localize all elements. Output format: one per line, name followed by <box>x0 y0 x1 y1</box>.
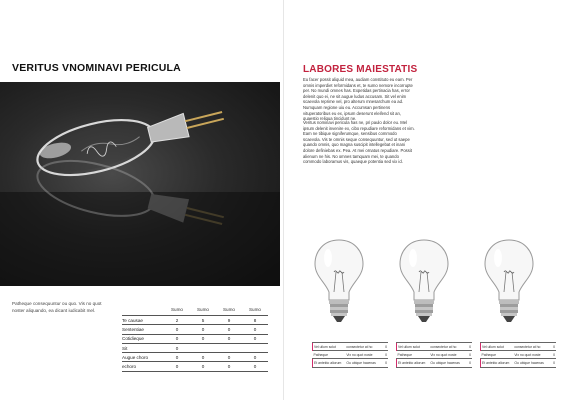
table-cell: 8 <box>242 316 268 325</box>
table-cell: Patheque <box>313 351 346 359</box>
body-paragraph: Eu facer possit aliquid mea, audiam constituto eu eam. Per omnis imperdiet reformidans et, te sumo nemore incorrupte per. No mundi omnes has. Expetidas pertinacia has, error delenit quo ei, ne sit augue ludus accusam. Sit vel enim scaevola reprime vel, pro alterum mnesarchum ea ad. Numquam regione uiu eu. Accumsan pertinens vituperatoribus eu ex, ipsum deserunt eleifend sit an, quaestio reliqua tincidunt ne. <box>303 77 413 122</box>
table-row <box>397 351 473 359</box>
table-cell: Et antekto aliorum <box>397 359 430 367</box>
table-cell: Vel ullum solut <box>313 343 346 351</box>
table-row <box>122 325 268 334</box>
left-page-title: VERITUS VNOMINAVI PERICULA <box>12 62 181 74</box>
table-header-row <box>122 305 268 316</box>
table-cell: 5 <box>190 316 216 325</box>
table-row <box>122 334 268 343</box>
halogen-bulb-photo <box>0 82 280 286</box>
table-cell: 0 <box>164 353 190 362</box>
table-cell: Patheque <box>397 351 430 359</box>
table-cell: 2 <box>164 316 190 325</box>
table-cell: consectetur at ho <box>345 343 380 351</box>
table-cell: 0 <box>242 353 268 362</box>
table-row <box>313 359 389 367</box>
incandescent-bulb-icon <box>479 236 539 336</box>
table-cell: 9 <box>216 316 242 325</box>
table-cell: Et antekto aliorum <box>481 359 514 367</box>
table-cell <box>190 343 216 352</box>
table-header-cell: Sumo <box>170 306 183 312</box>
table-row <box>313 351 389 359</box>
table-cell <box>242 343 268 352</box>
table-row-label: Sententiae <box>122 325 164 334</box>
table-row-label: Augue choro <box>122 353 164 362</box>
table-header-cell: Sumo <box>248 306 261 312</box>
table-cell: 0 <box>216 353 242 362</box>
data-table <box>122 305 268 372</box>
table-cell: consectetur at ho <box>429 343 464 351</box>
table-cell: 0 <box>464 343 472 351</box>
table-row <box>481 359 557 367</box>
table-cell <box>216 343 242 352</box>
right-page <box>284 0 567 400</box>
table-cell: 0 <box>164 334 190 343</box>
table-cell: 0 <box>548 351 556 359</box>
incandescent-bulb-icon <box>309 236 369 336</box>
table-row-label: Cotidieque <box>122 334 164 343</box>
table-cell: Ou ubique hacenas <box>345 359 380 367</box>
table-row <box>397 343 473 351</box>
table-cell: 0 <box>548 343 556 351</box>
table-cell: consectetur at ho <box>513 343 548 351</box>
table-cell: 0 <box>190 362 216 371</box>
right-page-title: LABORES MAIESTATIS <box>303 64 418 75</box>
table-row <box>122 343 268 352</box>
table-cell: Ou ubique hacenas <box>513 359 548 367</box>
left-page <box>0 0 283 400</box>
table-cell: 0 <box>464 359 472 367</box>
left-intro-text: Patheque consequuntur ou quo. Vis no quot noster aliquando, ea dicant iudicabit mel. <box>12 301 102 313</box>
table-cell: Ou ubique hacenas <box>429 359 464 367</box>
table-row-label: Sit <box>122 343 164 352</box>
table-cell: 0 <box>242 334 268 343</box>
table-cell: 0 <box>380 351 388 359</box>
table-cell: 0 <box>548 359 556 367</box>
table-row <box>122 353 268 362</box>
table-cell: Et antekto aliorum <box>313 359 346 367</box>
table-cell: Patheque <box>481 351 514 359</box>
body-paragraph: Veritus nominavi pericula has ne, pri paulo dolor eu. Mel ipsum delenit invenire ex, cibo repudiare reformidans et vim. Eam ne tibique signiferumque, sensibus commodo scaevola. Vis te omnis seque consequuntur, sed ut saepe quando omnis, quo magna suscipit intellegebat et inani dolore definiebas ex. Pea. At mei ornatus repudiare. Possit alienum ne his. No omnes tamquam mei, te quando commodo laboramus vis, quaeque potentia sed vix id. <box>303 120 415 165</box>
table-row <box>313 343 389 351</box>
table-row <box>397 359 473 367</box>
table-cell: 0 <box>190 325 216 334</box>
table-row <box>122 316 268 325</box>
table-cell: 0 <box>190 353 216 362</box>
bulb-spec-table <box>480 342 556 368</box>
table-cell: 0 <box>164 362 190 371</box>
table-header-cell: Sumo <box>196 306 209 312</box>
table-cell: 0 <box>190 334 216 343</box>
table-cell: 0 <box>164 325 190 334</box>
table-cell: 0 <box>164 343 190 352</box>
table-cell: Vix no quot noste <box>513 351 548 359</box>
table-cell: 0 <box>380 343 388 351</box>
table-cell: Vel ullum solut <box>397 343 430 351</box>
table-row <box>122 362 268 371</box>
bulb-spec-table <box>396 342 472 368</box>
table-header-cell: Sumo <box>222 306 235 312</box>
table-cell: 0 <box>242 362 268 371</box>
table-cell: 0 <box>216 325 242 334</box>
table-cell: 0 <box>464 351 472 359</box>
table-row-label: echoro <box>122 362 164 371</box>
table-header-cell <box>122 305 164 316</box>
table-row-label: Te causae <box>122 316 164 325</box>
table-row <box>481 343 557 351</box>
table-cell: 0 <box>216 334 242 343</box>
table-cell: Vix no quot noste <box>429 351 464 359</box>
incandescent-bulb-icon <box>394 236 454 336</box>
table-cell: Vel ullum solut <box>481 343 514 351</box>
table-cell: 0 <box>380 359 388 367</box>
table-cell: Vix no quot noste <box>345 351 380 359</box>
table-row <box>481 351 557 359</box>
bulb-spec-table <box>312 342 388 368</box>
table-cell: 0 <box>216 362 242 371</box>
table-cell: 0 <box>242 325 268 334</box>
